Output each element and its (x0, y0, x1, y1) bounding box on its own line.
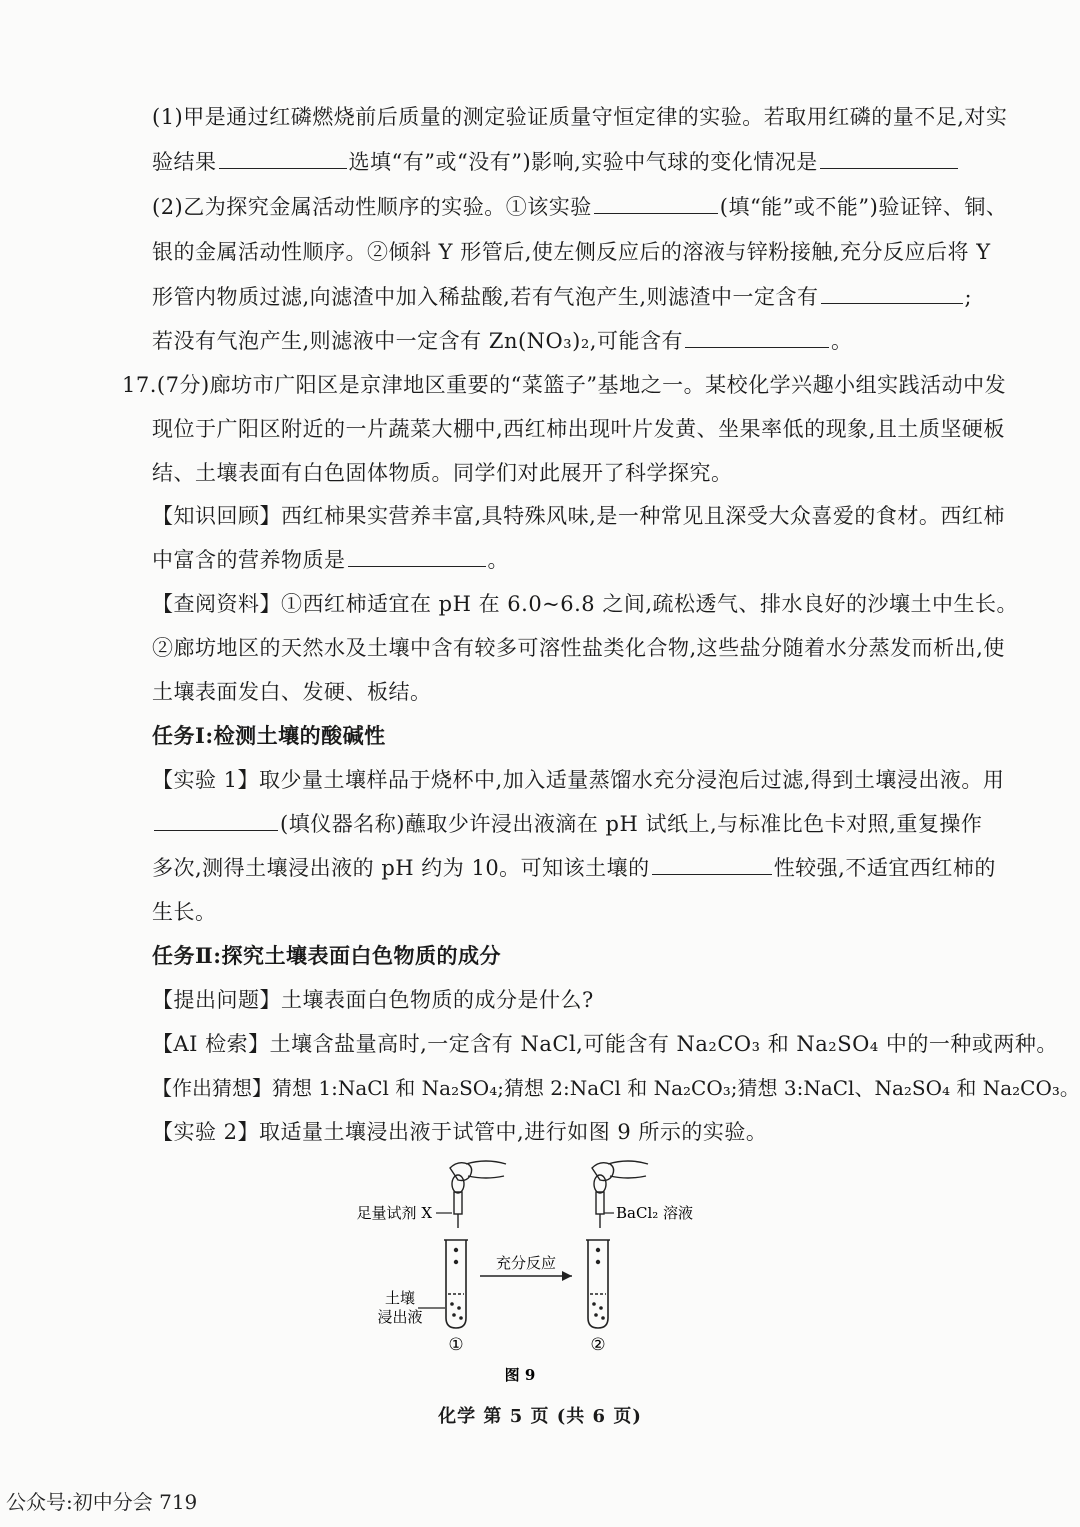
ask-question: 【提出问题】土壤表面白色物质的成分是什么? (152, 988, 594, 1012)
q17-line1: 17.(7分)廊坊市广阳区是京津地区重要的“菜篮子”基地之一。某校化学兴趣小组实践活动中发 (122, 373, 1007, 397)
q16-part1-text-b: 选填“有”或“没有”)影响,实验中气球的变化情况是 (348, 150, 818, 174)
ai-search: 【AI 检索】土壤含盐量高时,一定含有 NaCl,可能含有 Na₂CO₃ 和 Na₂SO₄ 中的一种或两种。 (152, 1032, 1058, 1056)
answer-blank[interactable] (685, 327, 829, 348)
q16-part2-text-e: 若没有气泡产生,则滤液中一定含有 Zn(NO₃)₂,可能含有 (152, 329, 683, 353)
q16-part2-text-d: ; (964, 285, 973, 309)
label-tube-1: ① (448, 1335, 464, 1355)
label-soil-1: 土壤 (384, 1289, 416, 1307)
right-hand-icon (592, 1161, 648, 1181)
q16-part2-line2: 银的金属活动性顺序。②倾斜 Y 形管后,使左侧反应后的溶液与锌粉接触,充分反应后将 Y (152, 240, 991, 264)
figure-caption: 图 9 (504, 1366, 536, 1384)
label-arrow: 充分反应 (495, 1254, 557, 1272)
q16-part1-line1: (1)甲是通过红磷燃烧前后质量的测定验证质量守恒定律的实验。若取用红磷的量不足,对实 (152, 105, 1008, 129)
experiment1-line2 (152, 809, 982, 839)
label-reagent-x: 足量试剂 X (356, 1204, 432, 1222)
task2-title: 任务Ⅱ:探究土壤表面白色物质的成分 (152, 943, 501, 968)
q17-line2: 现位于广阳区附近的一片蔬菜大棚中,西红柿出现叶片发黄、坐果率低的现象,且土质坚硬板 (152, 417, 1005, 441)
page-footer: 化学 第 5 页 (共 6 页) (438, 1406, 642, 1427)
answer-blank[interactable] (154, 810, 278, 831)
left-hand-icon (450, 1161, 506, 1181)
experiment2-intro: 【实验 2】取适量土壤浸出液于试管中,进行如图 9 所示的实验。 (152, 1120, 768, 1144)
experiment1-line1: 【实验 1】取少量土壤样品于烧杯中,加入适量蒸馏水充分浸泡后过滤,得到土壤浸出液。用 (152, 768, 1005, 792)
answer-blank[interactable] (594, 193, 718, 214)
answer-blank[interactable] (820, 148, 958, 169)
q16-part2-text-f: 。 (830, 329, 853, 353)
test-tube-1 (444, 1240, 468, 1328)
q17-line3: 结、土壤表面有白色固体物质。同学们对此展开了科学探究。 (152, 461, 733, 485)
knowledge-text: 中富含的营养物质是 (152, 548, 346, 572)
experiment1-line4: 生长。 (152, 900, 217, 924)
label-soil-2: 浸出液 (377, 1308, 423, 1326)
q16-part2-text-b: (填“能”或不能”)验证锌、铜、 (719, 195, 1008, 219)
label-bacl2: BaCl₂ 溶液 (616, 1204, 694, 1222)
q16-part2-line4 (152, 326, 852, 356)
dropper-icon-left (452, 1175, 464, 1228)
q16-part1-line2 (152, 147, 960, 177)
answer-blank[interactable] (348, 546, 486, 567)
arrow-head-icon (562, 1271, 572, 1281)
answer-blank[interactable] (219, 148, 347, 169)
hypothesis: 【作出猜想】猜想 1:NaCl 和 Na₂SO₄;猜想 2:NaCl 和 Na₂CO₃;猜想 3:NaCl、Na₂SO₄ 和 Na₂CO₃。 (152, 1076, 1080, 1100)
task1-title: 任务Ⅰ:检测土壤的酸碱性 (152, 723, 386, 748)
q16-part2-text-c: 形管内物质过滤,向滤渣中加入稀盐酸,若有气泡产生,则滤渣中一定含有 (152, 285, 819, 309)
q16-part2-line3 (152, 282, 972, 312)
knowledge-review-line1: 【知识回顾】西红柿果实营养丰富,具特殊风味,是一种常见且深受大众喜爱的食材。西红柿 (152, 504, 1005, 528)
knowledge-end: 。 (487, 548, 509, 572)
answer-blank[interactable] (821, 283, 963, 304)
figure-9-diagram (340, 1158, 740, 1388)
experiment1-text-b: 性较强,不适宜西红柿的 (773, 856, 996, 880)
lookup-line1: 【查阅资料】①西红柿适宜在 pH 在 6.0~6.8 之间,疏松透气、排水良好的沙壤土中生长。 (152, 592, 1019, 616)
knowledge-review-line2 (152, 545, 509, 575)
answer-blank[interactable] (652, 854, 772, 875)
q16-part2-line1 (152, 192, 1007, 222)
q16-part1-text-a: 验结果 (152, 150, 217, 174)
lookup-line3: 土壤表面发白、发硬、板结。 (152, 680, 432, 704)
wechat-watermark: 公众号:初中分会 719 (6, 1490, 198, 1514)
q16-part2-text-a: (2)乙为探究金属活动性顺序的实验。①该实验 (152, 195, 592, 219)
experiment1-text-a: 多次,测得土壤浸出液的 pH 约为 10。可知该土壤的 (152, 856, 650, 880)
lookup-line2: ②廊坊地区的天然水及土壤中含有较多可溶性盐类化合物,这些盐分随着水分蒸发而析出,使 (152, 636, 1005, 660)
label-tube-2: ② (590, 1335, 606, 1355)
test-tube-2 (586, 1240, 610, 1328)
dropper-icon-right (594, 1175, 606, 1228)
experiment1-text: (填仪器名称)蘸取少许浸出液滴在 pH 试纸上,与标准比色卡对照,重复操作 (280, 812, 983, 836)
experiment1-line3 (152, 853, 996, 883)
